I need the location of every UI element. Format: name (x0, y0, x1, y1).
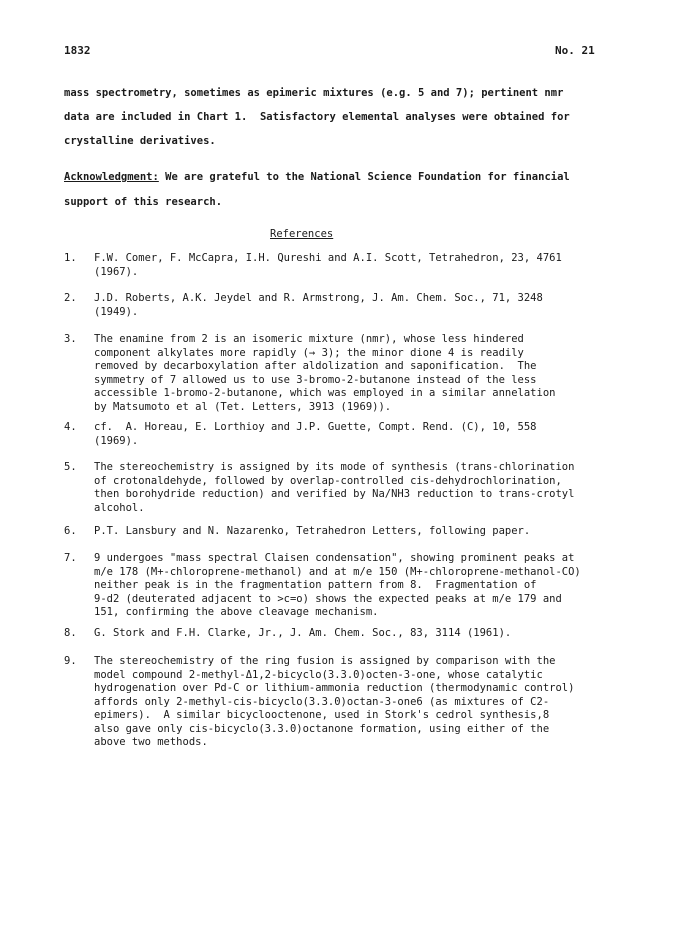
body-line-3: crystalline derivatives. (64, 135, 216, 147)
reference-text: The stereochemistry is assigned by its mode of synthesis (trans-chlorination of crotonaldehyde, followed by overlap-controlled cis-dehydrochlorination, then borohydride reduction) and verified by Na/NH3 reduction to trans-crotyl alcohol. (94, 461, 575, 514)
acknowledgment-label: Acknowledgment: (64, 171, 159, 183)
references-title: References (270, 228, 334, 240)
reference-text: The stereochemistry of the ring fusion is assigned by comparison with the model compound 2-methyl-Δ1,2-bicyclo(3.3.0)octen-3-one, whose catalytic hydrogenation over Pd-C or lithium-ammonia reduction (thermodynamic control) affords only 2-methyl-cis-bicyclo(3.3.0)octan-3-one6 (as mixtures of C2- epimers). A similar bicyclooctenone, used in Stork's cedrol synthesis,8 also gave only cis-bicyclo(3.3.0)octanone formation, using either of the above two methods. (94, 655, 575, 748)
reference-text: F.W. Comer, F. McCapra, I.H. Qureshi and A.I. Scott, Tetrahedron, 23, 4761 (1967). (94, 252, 562, 278)
reference-text: P.T. Lansbury and N. Nazarenko, Tetrahedron Letters, following paper. (94, 525, 531, 537)
reference-number: 3. (64, 333, 77, 345)
reference-number: 4. (64, 421, 77, 433)
reference-number: 6. (64, 525, 77, 537)
acknowledgment-line-1 (64, 166, 624, 188)
reference-text: J.D. Roberts, A.K. Jeydel and R. Armstrong, J. Am. Chem. Soc., 71, 3248 (1949). (94, 292, 543, 318)
page-number: 1832 (64, 44, 91, 57)
body-line-2: data are included in Chart 1. Satisfactory elemental analyses were obtained for (64, 111, 570, 123)
issue-number: No. 21 (555, 44, 595, 57)
reference-text: cf. A. Horeau, E. Lorthioy and J.P. Guette, Compt. Rend. (C), 10, 558 (1969). (94, 421, 537, 447)
acknowledgment-text: We are grateful to the National Science Foundation for financial (158, 171, 570, 183)
reference-text: The enamine from 2 is an isomeric mixture (nmr), whose less hindered component alkylates more rapidly (→ 3); the minor dione 4 is readily removed by decarboxylation after aldolization and saponification. The symmetry of 7 allowed us to use 3-bromo-2-butanone instead of the less accessible 1-bromo-2-butanone, which was employed in a similar annelation by Matsumoto et al (Tet. Letters, 3913 (1969)). (94, 333, 556, 413)
reference-number: 1. (64, 252, 77, 264)
reference-text: 9 undergoes "mass spectral Claisen condensation", showing prominent peaks at m/e 178 (M+-chloroprene-methanol) and at m/e 150 (M+-chloroprene-methanol-CO) neither peak is in the fragmentation pattern from 8. Fragmentation of 9-d2 (deuterated adjacent to >c=o) shows the expected peaks at m/e 179 and 151, confirming the above cleavage mechanism. (94, 552, 581, 618)
reference-number: 7. (64, 552, 77, 564)
reference-number: 9. (64, 655, 77, 667)
acknowledgment-line-2: support of this research. (64, 196, 223, 208)
reference-number: 2. (64, 292, 77, 304)
body-line-1: mass spectrometry, sometimes as epimeric mixtures (e.g. 5 and 7); pertinent nmr (64, 87, 564, 99)
reference-number: 5. (64, 461, 77, 473)
reference-number: 8. (64, 627, 77, 639)
reference-text: G. Stork and F.H. Clarke, Jr., J. Am. Chem. Soc., 83, 3114 (1961). (94, 627, 512, 639)
